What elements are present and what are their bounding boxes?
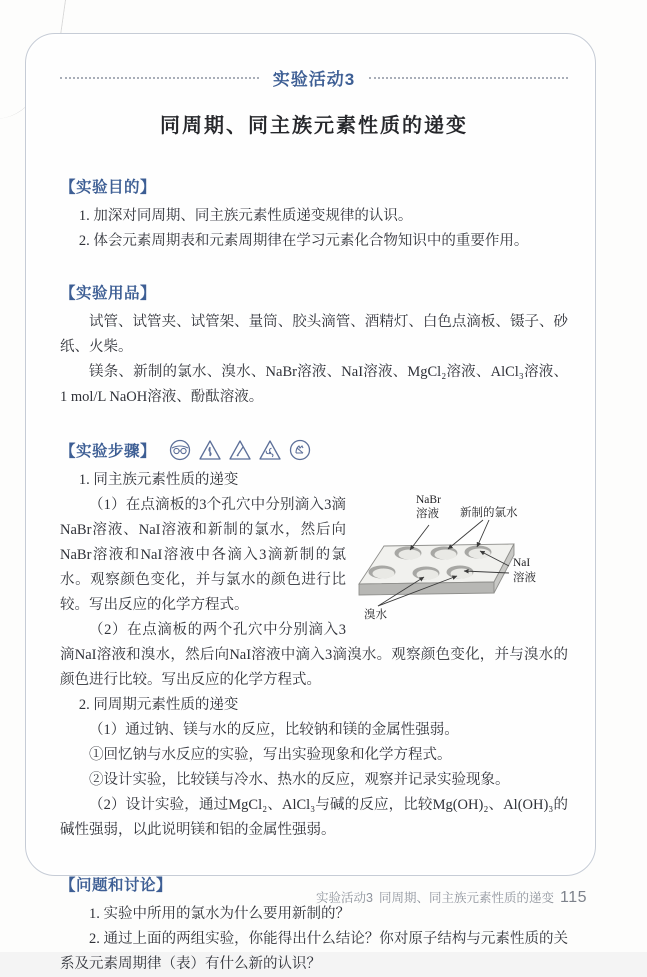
discussion-heading: 【问题和讨论】 (60, 877, 173, 894)
wash-hands-icon (288, 439, 312, 461)
page-number: 115 (559, 889, 587, 906)
activity-band (60, 66, 568, 88)
procedure-step: （1）通过钠、镁与水的反应，比较钠和镁的金属性强弱。 (89, 722, 459, 738)
procedure-step: （2）设计实验，通过MgCl₂、AlCl₃与碱的反应，比较Mg(OH)₂、Al(OH)₃的碱性强弱，以此说明镁和铝的金属性强弱。 (60, 797, 568, 838)
dotted-rule-left (60, 77, 259, 79)
purpose-item: 1. 加深对同周期、同主族元素性质递变规律的认识。 (78, 208, 413, 224)
purpose-item: 2. 体会元素周期表和元素周期律在学习元素化合物知识中的重要作用。 (78, 233, 529, 249)
footer-activity: 实验活动3 (316, 891, 373, 905)
spot-plate (359, 544, 514, 595)
supplies-paragraph: 试管、试管夹、试管架、量筒、胶头滴管、酒精灯、白色点滴板、镊子、砂纸、火柴。 (60, 314, 568, 355)
ventilation-warning-icon (258, 439, 282, 461)
nai-label-line1: NaI (513, 557, 531, 569)
nabr-label-line1: NaBr (416, 494, 441, 506)
section-purpose (60, 175, 568, 254)
procedure-step: （2）在点滴板的两个孔穴中分别滴入3滴NaI溶液和溴水，然后向NaI溶液中滴入3滴溴水。观察颜色变化，并与溴水的颜色进行比较。写出反应的化学方程式。 (60, 622, 568, 688)
nabr-label-line2: 溶液 (416, 508, 439, 520)
procedure-step: （1）在点滴板的3个孔穴中分别滴入3滴NaBr溶液、NaI溶液和新制的氯水，然后向NaBr溶液和NaI溶液中各滴入3滴新制的氯水。观察颜色变化，并与氯水的颜色进行比较。写出反应的化学方程式。 (60, 497, 346, 613)
footer-title: 同周期、同主族元素性质的递变 (378, 891, 554, 905)
procedure-part2-title: 2. 同周期元素性质的递变 (78, 697, 239, 713)
nai-label-line2: 溶液 (513, 572, 536, 584)
purpose-heading: 【实验目的】 (60, 179, 157, 196)
section-supplies (60, 281, 568, 410)
procedure-part1-title: 1. 同主族元素性质的递变 (78, 472, 239, 488)
page-footer (316, 888, 587, 907)
goggles-icon (168, 439, 192, 461)
spot-plate-figure (356, 489, 568, 631)
page-title: 同周期、同主族元素性质的递变 (160, 115, 468, 137)
procedure-heading: 【实验步骤】 (60, 443, 157, 460)
procedure-step: ①回忆钠与水反应的实验，写出实验现象和化学方程式。 (89, 747, 452, 763)
chlorine-label: 新制的氯水 (460, 507, 518, 519)
safety-icon-row (168, 439, 312, 461)
activity-band-label: 实验活动3 (272, 69, 356, 89)
supplies-heading: 【实验用品】 (60, 285, 157, 302)
discussion-item: 1. 实验中所用的氯水为什么要用新制的？ (89, 906, 350, 922)
sharp-warning-icon (228, 439, 252, 461)
procedure-step: ②设计实验，比较镁与冷水、热水的反应，观察并记录实验现象。 (89, 772, 510, 788)
heat-warning-icon (198, 439, 222, 461)
bromine-label: 溴水 (364, 609, 387, 621)
dotted-rule-right (369, 77, 568, 79)
section-procedure (60, 439, 568, 843)
spot-plate-diagram (356, 489, 568, 631)
supplies-paragraph: 镁条、新制的氯水、溴水、NaBr溶液、NaI溶液、MgCl₂溶液、AlCl₃溶液、1 mol/L NaOH溶液、酚酞溶液。 (60, 364, 568, 405)
discussion-item: 2. 通过上面的两组实验，你能得出什么结论？你对原子结构与元素性质的关系及元素周期律（表）有什么新的认识？ (60, 931, 568, 972)
